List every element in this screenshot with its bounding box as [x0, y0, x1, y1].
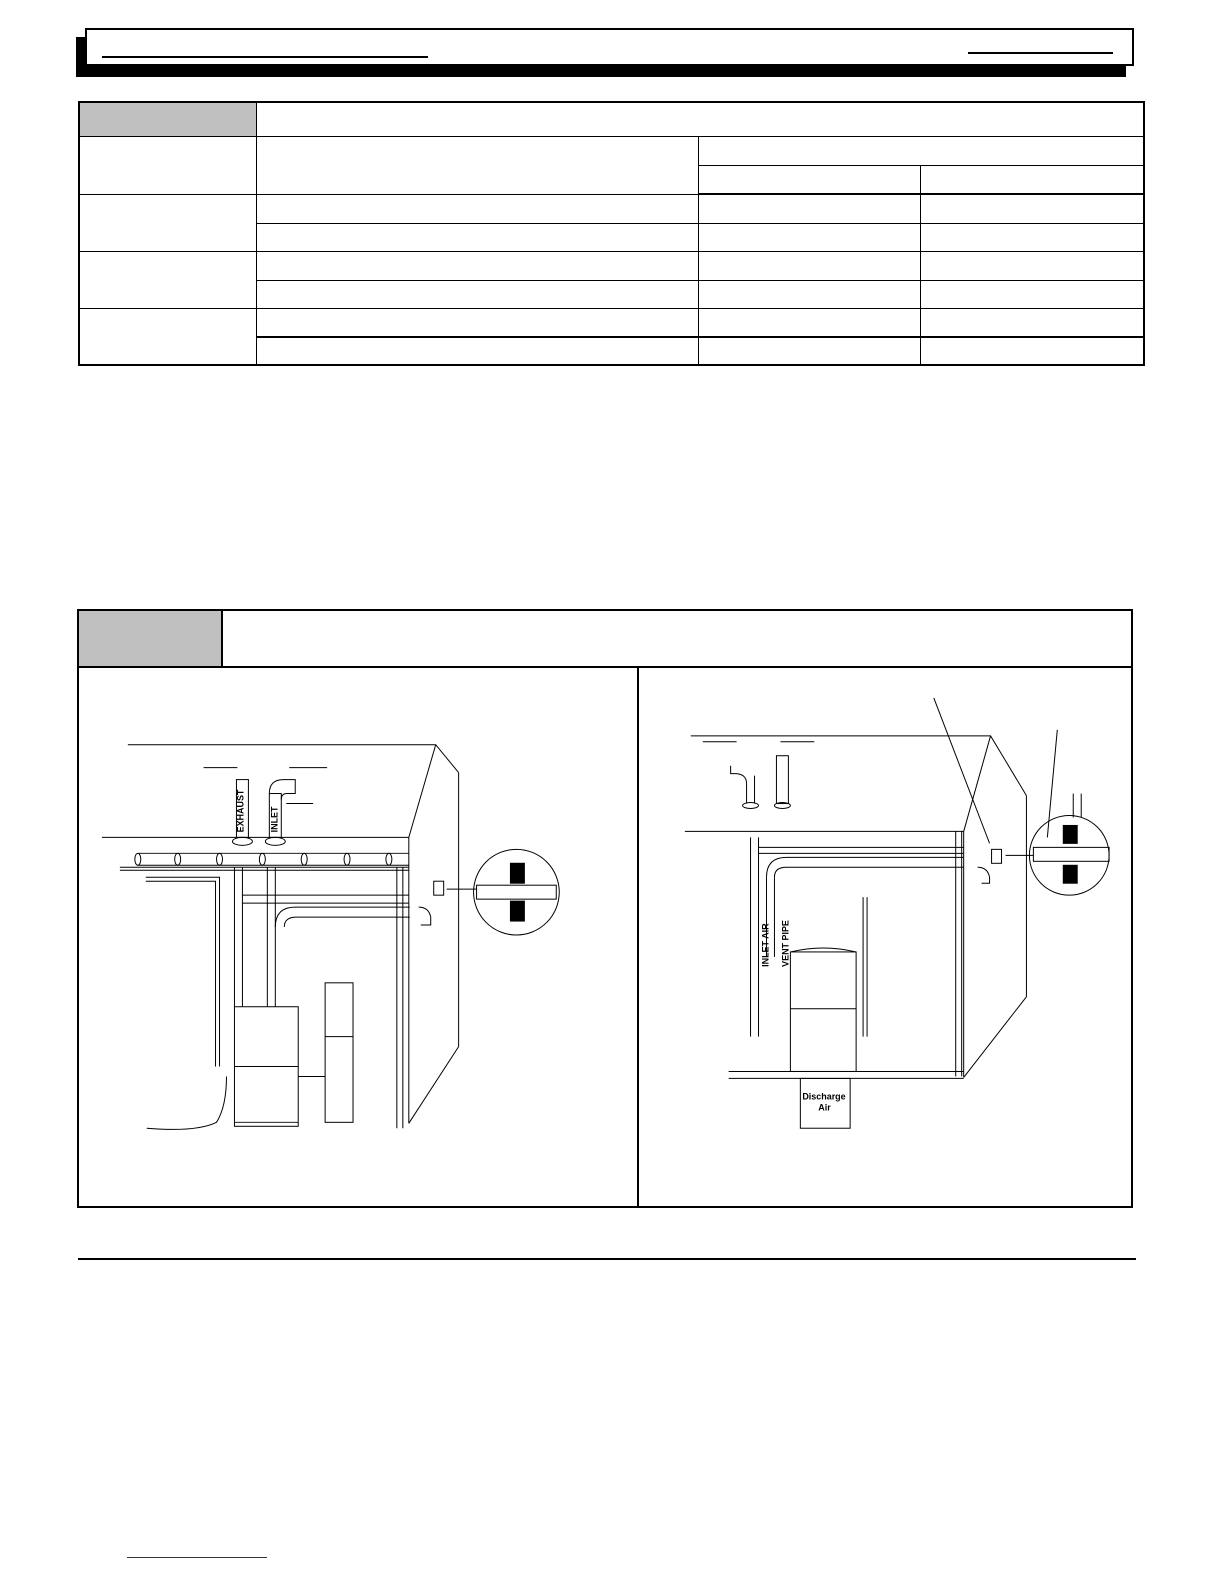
discharge-label: Discharge	[802, 1091, 846, 1102]
vent-pipe-label: VENT PIPE	[780, 920, 791, 967]
table-cell	[698, 308, 920, 337]
table-number-cell	[79, 102, 256, 136]
right-diagram-drawing	[639, 668, 1131, 1206]
table-cell	[256, 223, 698, 251]
table-cell	[256, 280, 698, 308]
table-cell	[698, 251, 920, 280]
table-cell	[79, 308, 256, 365]
table-header-cell	[920, 165, 1144, 194]
figure-number-cell	[79, 611, 223, 668]
table-cell	[79, 251, 256, 308]
left-diagram-drawing	[79, 668, 637, 1206]
left-installation-diagram	[79, 668, 637, 1206]
table-header-cell	[698, 165, 920, 194]
right-installation-diagram	[639, 668, 1131, 1206]
table-cell	[256, 308, 698, 337]
inlet-air-label: INLET AIR	[760, 923, 771, 967]
figure-box	[77, 609, 1133, 1208]
table-cell	[920, 308, 1144, 337]
discharge-air-label: Air	[818, 1102, 831, 1113]
table-cell	[920, 251, 1144, 280]
table-cell	[79, 194, 256, 251]
table-header-cell	[256, 136, 698, 194]
section-divider	[78, 1258, 1136, 1260]
table-cell	[698, 280, 920, 308]
table-cell	[698, 194, 920, 223]
table-row	[79, 251, 1144, 280]
table-header-row	[79, 136, 1144, 165]
table-cell	[256, 251, 698, 280]
table-cell	[698, 223, 920, 251]
footer-link-underline[interactable]	[127, 1557, 267, 1558]
figure-title-bar	[223, 611, 1131, 668]
header-page-rule	[968, 52, 1113, 54]
exhaust-label: EXHAUST	[235, 789, 246, 833]
table-cell	[698, 337, 920, 365]
inlet-label: INLET	[269, 806, 280, 833]
table-cell	[256, 337, 698, 365]
table-header-cell	[79, 136, 256, 194]
header-banner	[85, 28, 1134, 66]
table-title-cell	[256, 102, 1144, 136]
table-row	[79, 308, 1144, 337]
table-header-cell	[698, 136, 1144, 165]
header-title-rule	[102, 56, 428, 58]
table-title-row	[79, 102, 1144, 136]
table-cell	[920, 223, 1144, 251]
table-cell	[256, 194, 698, 223]
table-row	[79, 194, 1144, 223]
table-cell	[920, 337, 1144, 365]
table-cell	[920, 194, 1144, 223]
spec-table	[78, 101, 1143, 365]
table-cell	[920, 280, 1144, 308]
